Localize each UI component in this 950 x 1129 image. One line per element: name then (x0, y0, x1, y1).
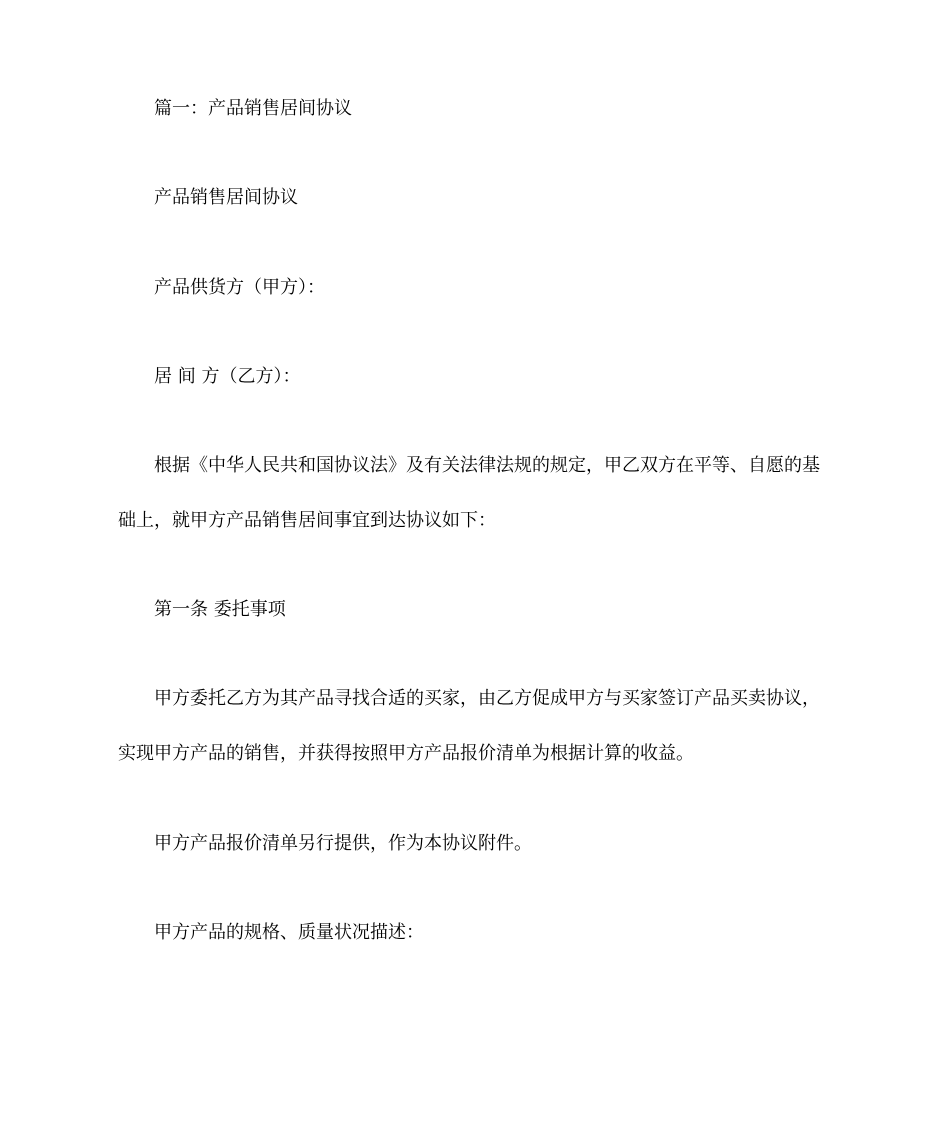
article-1-title: 第一条 委托事项 (154, 599, 286, 620)
preamble-line-2: 础上，就甲方产品销售居间事宜到达协议如下： (118, 510, 496, 531)
article-1-paragraph-1-line-2: 实现甲方产品的销售，并获得按照甲方产品报价清单为根据计算的收益。 (118, 743, 694, 764)
document-heading: 篇一：产品销售居间协议 (154, 98, 352, 119)
article-1-paragraph-2: 甲方产品报价清单另行提供，作为本协议附件。 (154, 833, 532, 854)
party-b-label: 居 间 方（乙方）： (154, 366, 301, 387)
article-1-paragraph-3: 甲方产品的规格、质量状况描述： (154, 922, 424, 943)
party-a-label: 产品供货方（甲方）： (154, 277, 325, 298)
preamble-line-1: 根据《中华人民共和国协议法》及有关法律法规的规定，甲乙双方在平等、自愿的基 (154, 455, 820, 476)
document-title: 产品销售居间协议 (154, 187, 298, 208)
article-1-paragraph-1-line-1: 甲方委托乙方为其产品寻找合适的买家，由乙方促成甲方与买家签订产品买卖协议， (154, 688, 820, 709)
